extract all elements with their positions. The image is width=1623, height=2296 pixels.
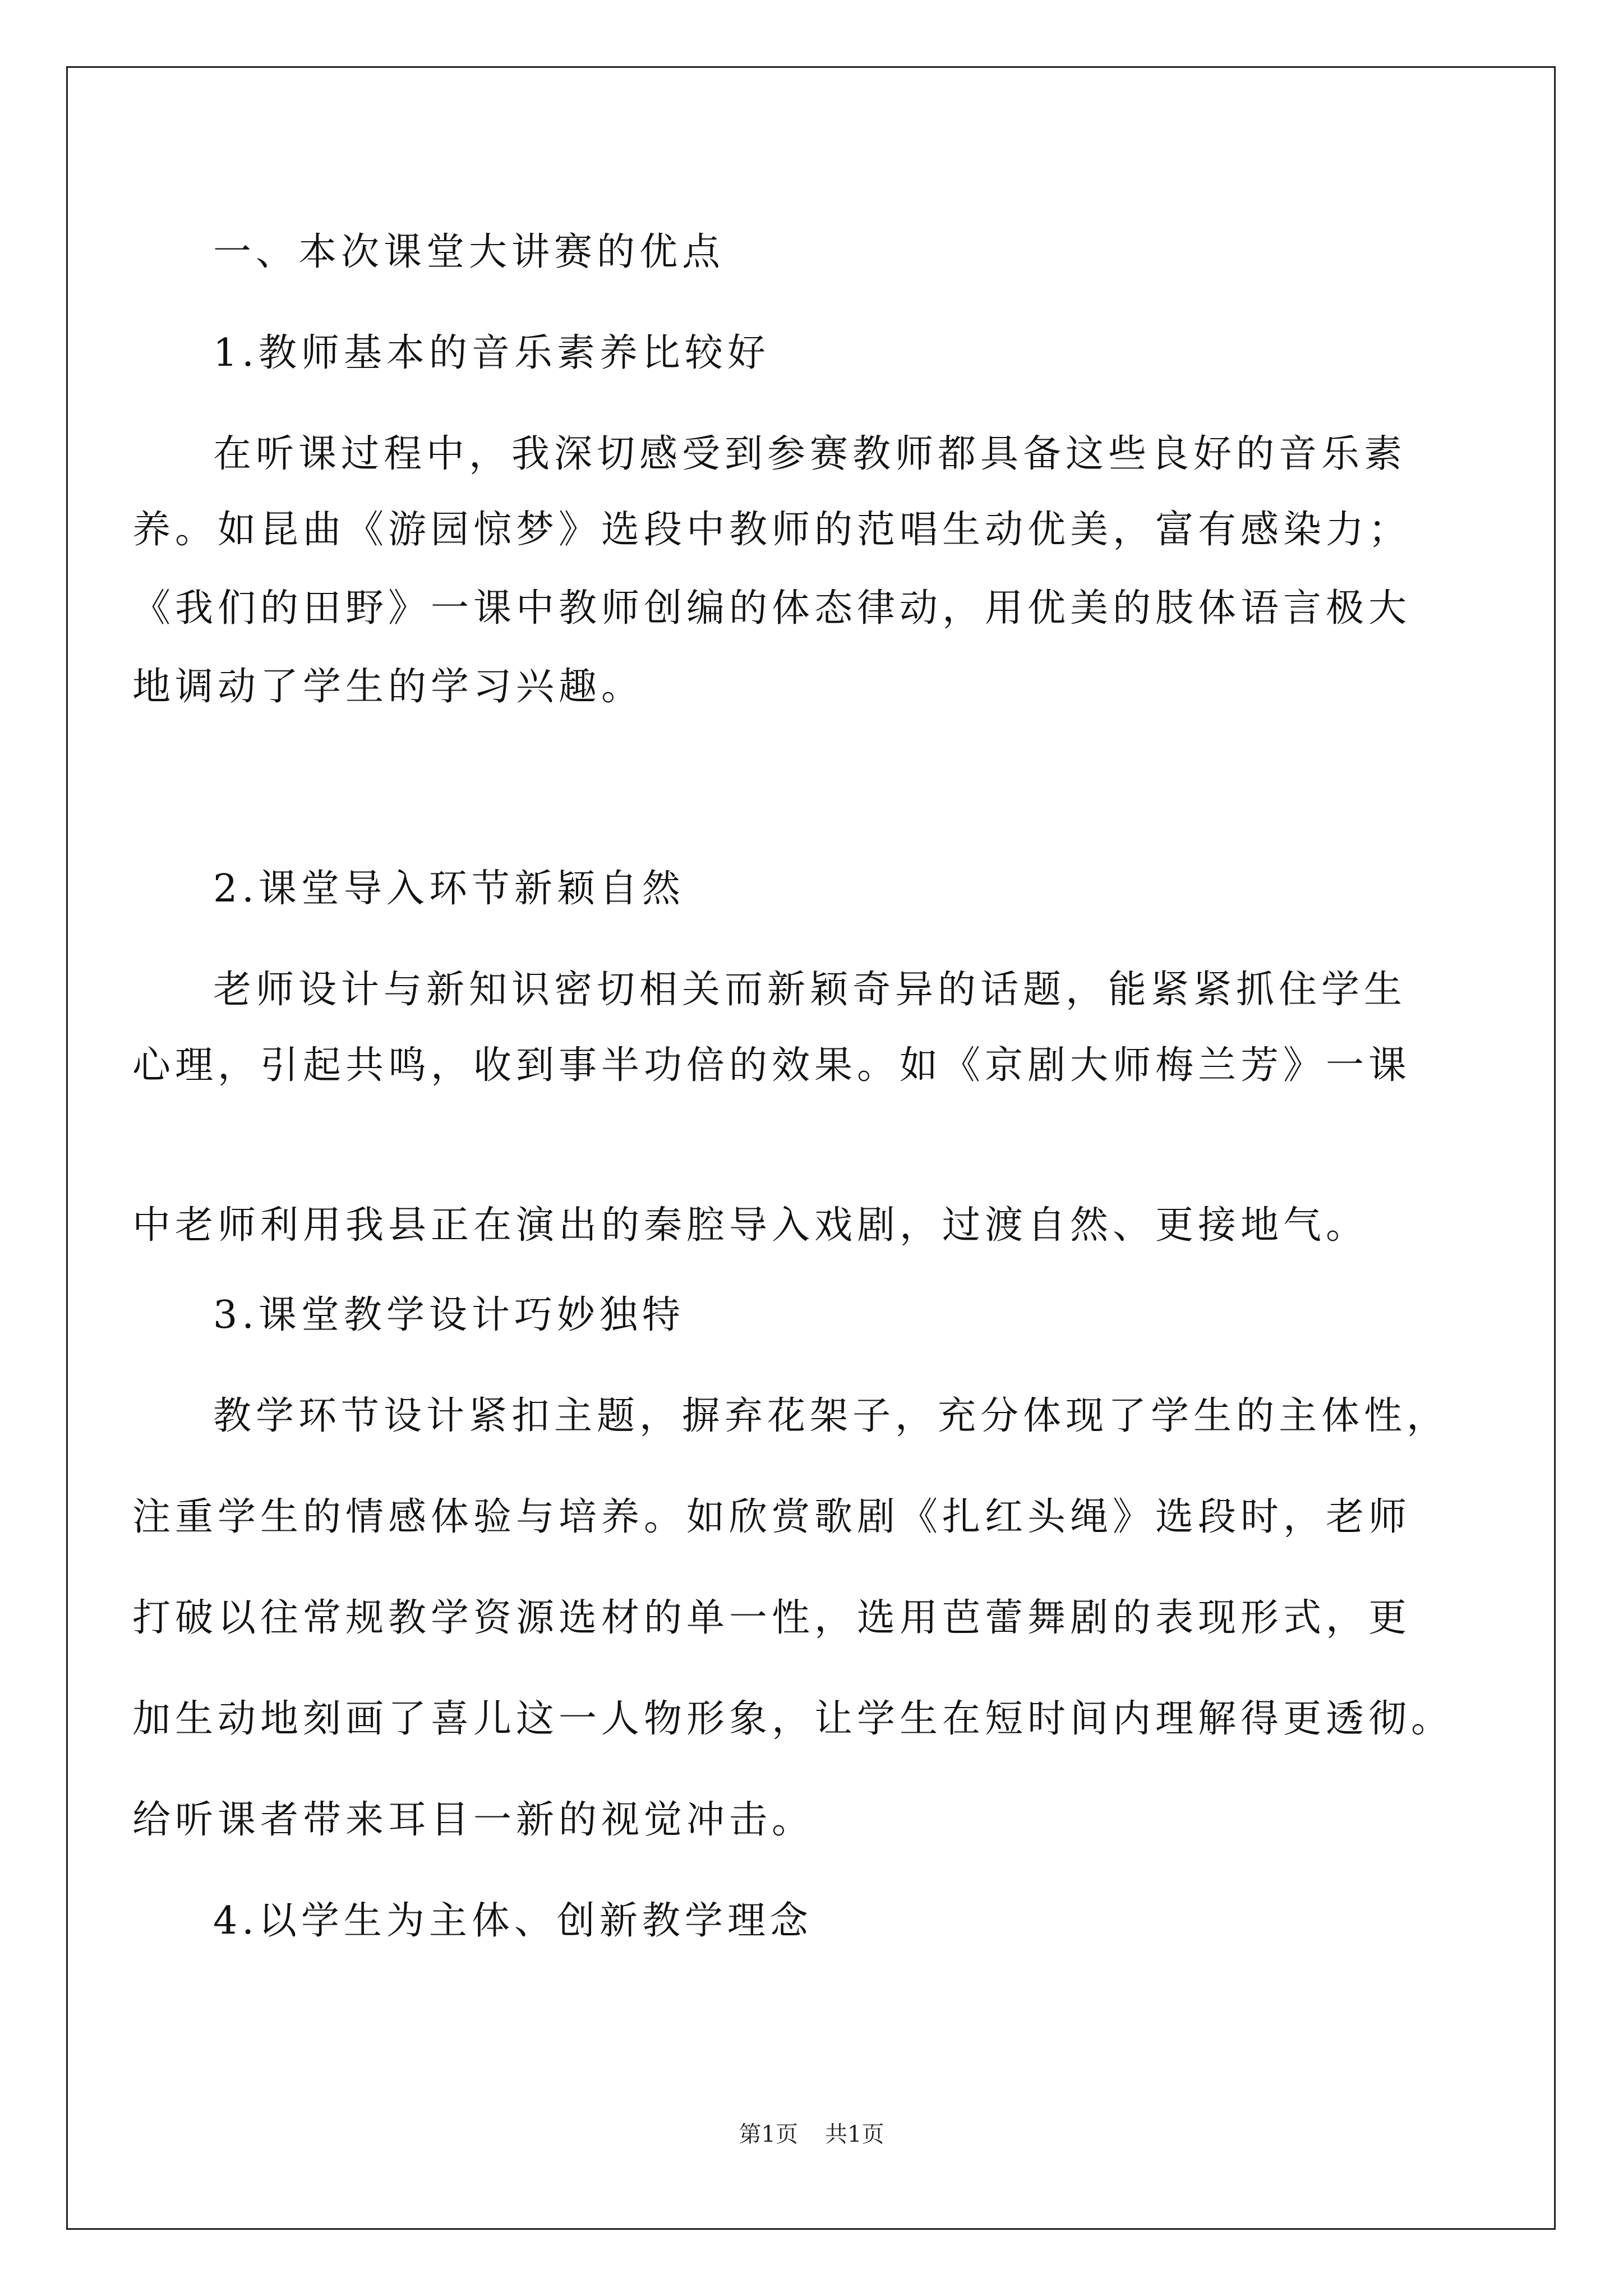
paragraph-line: 《我们的田野》一课中教师创编的体态律动，用优美的肢体语言极大 — [132, 586, 1412, 631]
section-heading: 一、本次课堂大讲赛的优点 — [213, 230, 725, 274]
paragraph-line: 给听课者带来耳目一新的视觉冲击。 — [132, 1798, 815, 1842]
subheading: 2.课堂导入环节新颖自然 — [213, 867, 685, 911]
subheading: 3.课堂教学设计巧妙独特 — [213, 1293, 685, 1337]
paragraph-line: 在听课过程中，我深切感受到参赛教师都具备这些良好的音乐素 — [213, 432, 1407, 476]
subheading: 1.教师基本的音乐素养比较好 — [213, 331, 770, 375]
paragraph-line: 地调动了学生的学习兴趣。 — [132, 665, 644, 709]
paragraph-line: 老师设计与新知识密切相关而新颖奇异的话题，能紧紧抓住学生 — [213, 968, 1407, 1012]
paragraph-line: 养。如昆曲《游园惊梦》选段中教师的范唱生动优美，富有感染力； — [132, 508, 1412, 552]
paragraph-line: 加生动地刻画了喜儿这一人物形象，让学生在短时间内理解得更透彻。 — [132, 1697, 1454, 1741]
page-total: 共1页 — [825, 2122, 884, 2147]
paragraph-line: 中老师利用我县正在演出的秦腔导入戏剧，过渡自然、更接地气。 — [132, 1203, 1369, 1248]
paragraph-line: 教学环节设计紧扣主题，摒弃花架子，充分体现了学生的主体性， — [213, 1394, 1450, 1438]
page-number: 第1页 — [739, 2122, 798, 2147]
page-footer — [0, 2118, 1623, 2151]
subheading: 4.以学生为主体、创新教学理念 — [213, 1899, 813, 1943]
paragraph-line: 注重学生的情感体验与培养。如欣赏歌剧《扎红头绳》选段时，老师 — [132, 1495, 1412, 1539]
paragraph-line: 打破以往常规教学资源选材的单一性，选用芭蕾舞剧的表现形式，更 — [132, 1596, 1412, 1640]
paragraph-line: 心理，引起共鸣，收到事半功倍的效果。如《京剧大师梅兰芳》一课 — [132, 1043, 1412, 1088]
